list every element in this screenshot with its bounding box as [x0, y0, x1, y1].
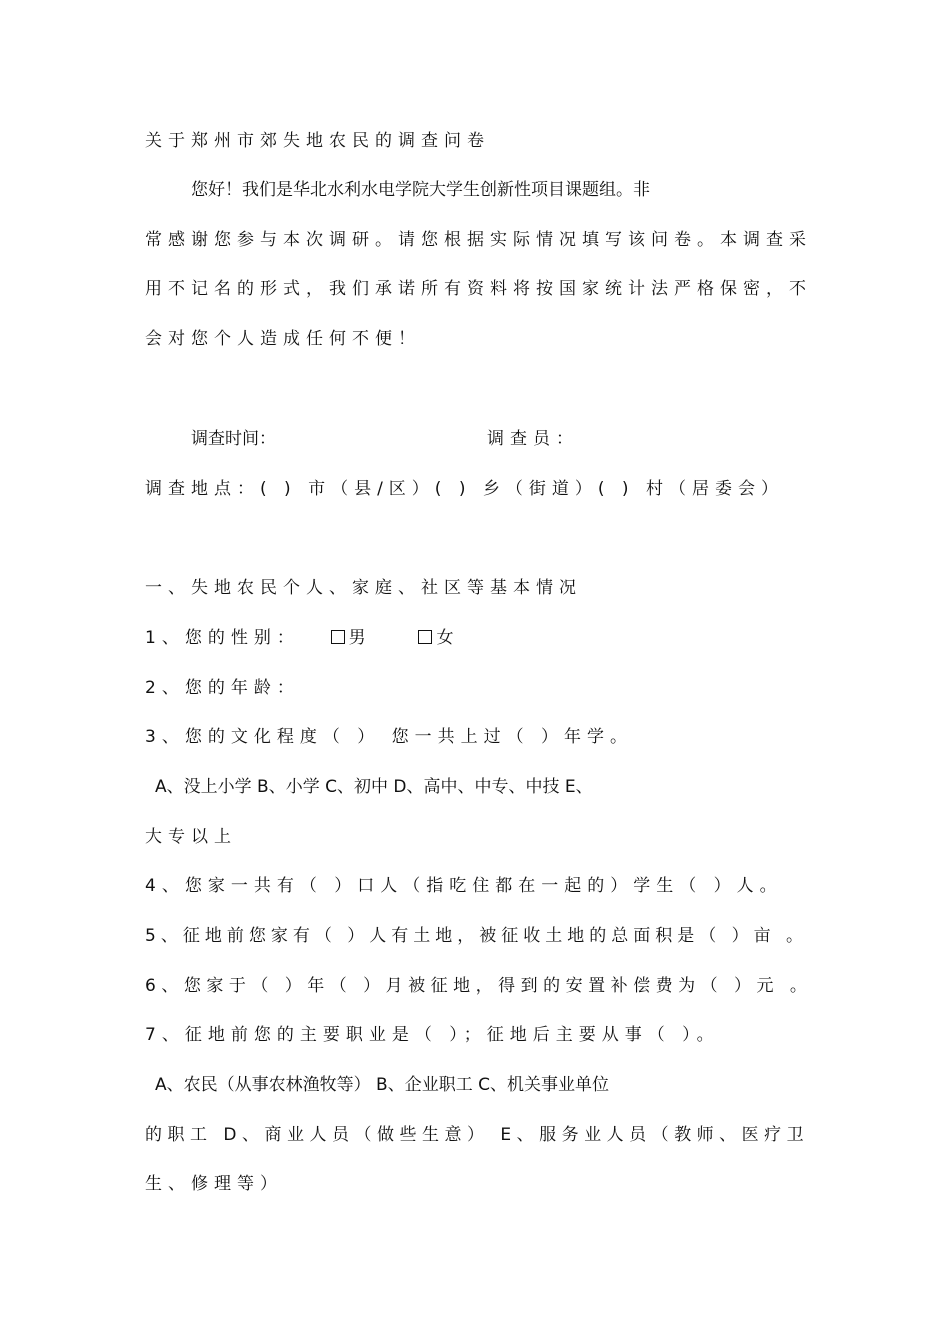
checkbox-icon[interactable]	[331, 630, 345, 644]
question-7-options-line-2: 的职工 D、商业人员（做些生意） E、服务业人员（教师、医疗卫	[145, 1125, 810, 1145]
question-1	[145, 626, 815, 650]
question-5: 5、征地前您家有（ ）人有土地，被征收土地的总面积是（ ）亩 。	[145, 926, 809, 946]
survey-location: 调查地点：( ) 市（县/区）( ) 乡（街道）( ) 村（居委会）	[145, 479, 784, 499]
intro-line-1: 您好！我们是华北水利水电学院大学生创新性项目课题组。非	[191, 180, 650, 200]
question-3: 3、您的文化程度（ ） 您一共上过（ ）年学。	[145, 727, 634, 747]
checkbox-icon[interactable]	[418, 630, 432, 644]
question-4: 4、您家一共有（ ）口人（指吃住都在一起的）学生（ ）人。	[145, 876, 783, 896]
question-3-options-line-1: A、没上小学 B、小学 C、初中 D、高中、中专、中技 E、	[155, 777, 593, 797]
survey-time-label: 调查时间：	[191, 429, 276, 449]
section-1-title: 一、失地农民个人、家庭、社区等基本情况	[145, 578, 582, 598]
document-title: 关于郑州市郊失地农民的调查问卷	[145, 131, 490, 151]
intro-line-3: 用不记名的形式，我们承诺所有资料将按国家统计法严格保密，不	[145, 279, 812, 299]
gender-option-female[interactable]: 女	[418, 628, 459, 648]
gender-option-male[interactable]: 男	[331, 628, 372, 648]
question-7-options-line-1: A、农民（从事农林渔牧等） B、企业职工 C、机关事业单位	[155, 1075, 609, 1095]
intro-line-2: 常感谢您参与本次调研。请您根据实际情况填写该问卷。本调查采	[145, 230, 812, 250]
question-7: 7、征地前您的主要职业是（ ）；征地后主要从事（ ）。	[145, 1025, 720, 1045]
surveyor-label: 调查员：	[487, 429, 579, 449]
question-1-label: 1、您的性别：	[145, 628, 300, 648]
question-6: 6、您家于（ ）年（ ）月被征地，得到的安置补偿费为（ ）元 。	[145, 976, 813, 996]
question-2: 2、您的年龄：	[145, 678, 300, 698]
question-3-options-line-2: 大专以上	[145, 827, 237, 847]
intro-line-4: 会对您个人造成任何不便！	[145, 329, 421, 349]
question-7-options-line-3: 生、修理等）	[145, 1174, 283, 1194]
